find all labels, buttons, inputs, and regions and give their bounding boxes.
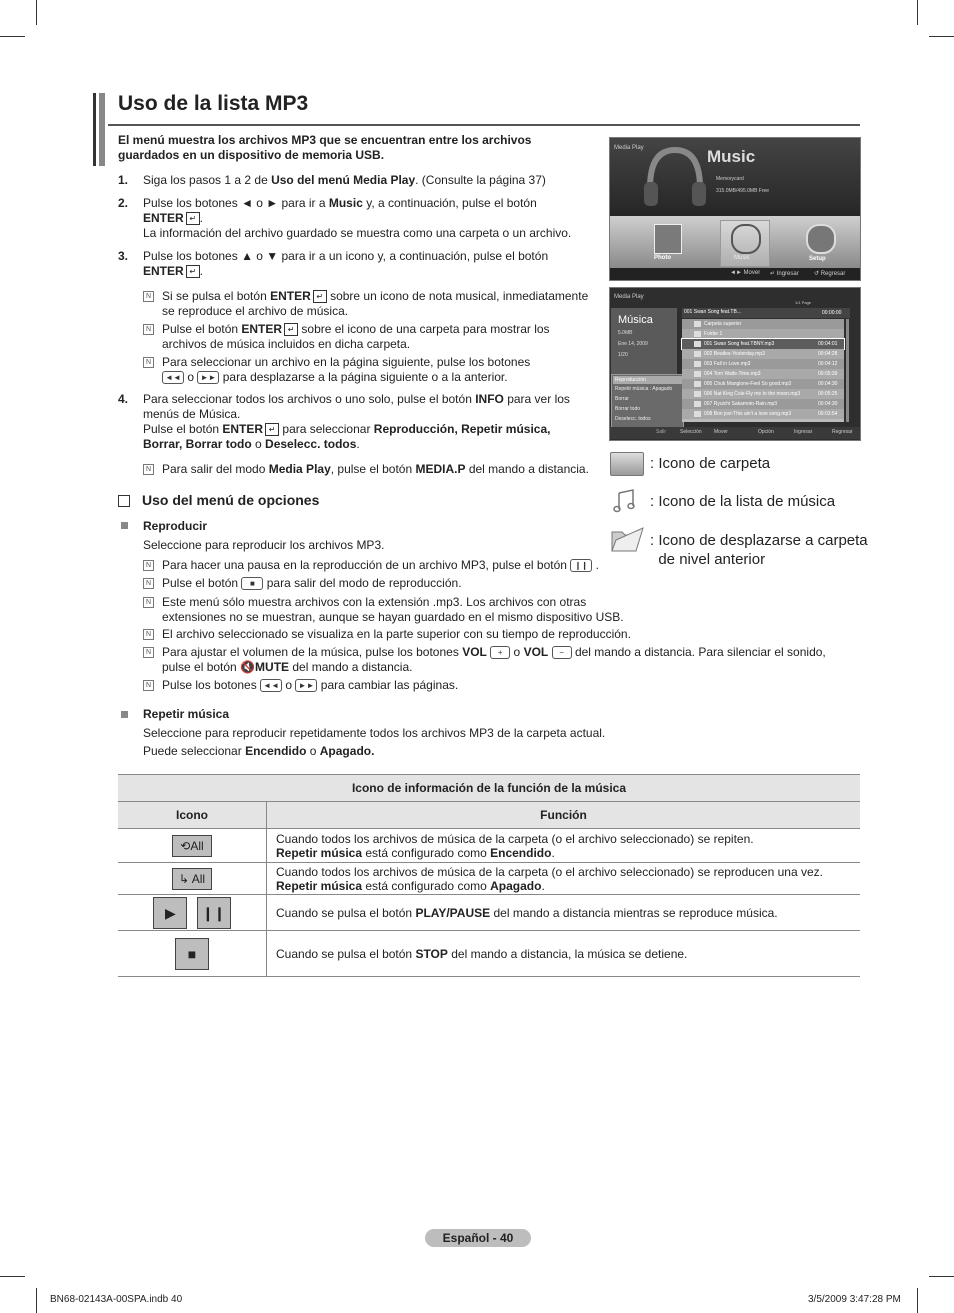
- vol-up-icon: +: [490, 646, 510, 659]
- table-caption-row: [118, 775, 860, 802]
- step-2-part: Pulse los botones ◄ o ► para ir a: [143, 196, 329, 210]
- note-part: Para ajustar el volumen de la música, pulse los botones: [162, 645, 459, 659]
- play-icon: ▶: [153, 897, 187, 929]
- step-2-part: y, a continuación, pulse el botón: [362, 196, 537, 210]
- folder-icon: [694, 331, 701, 337]
- file-size: 5.0MB: [618, 330, 633, 336]
- func-bold: Encendido: [490, 845, 552, 860]
- func-text: Cuando se pulsa el botón: [276, 905, 416, 920]
- repro-note-5: [162, 645, 862, 675]
- note-1: [162, 289, 607, 319]
- parent-folder-icon: [610, 526, 644, 554]
- file-row[interactable]: [682, 319, 844, 329]
- scrollbar[interactable]: [846, 319, 849, 422]
- screen-icon-label: Setup: [809, 256, 826, 262]
- rewind-button-icon: ◄◄: [162, 371, 184, 384]
- file-name: 001 Swan Song feat.TBNY.mp3: [704, 341, 775, 347]
- setup-icon: [806, 224, 836, 254]
- func-text: Cuando todos los archivos de música de la carpeta (o el archivo seleccionado) se reproducen una vez.: [276, 864, 823, 879]
- stop-button-icon: ■: [241, 577, 263, 590]
- note-part: Pulse el botón: [162, 322, 242, 336]
- icon-cell: [118, 863, 267, 895]
- func-bold: STOP: [415, 946, 448, 961]
- bar-label: Mover: [714, 429, 728, 435]
- file-row[interactable]: [682, 389, 844, 399]
- page-number: Español - 40: [425, 1229, 531, 1247]
- note-icon: N: [143, 578, 154, 589]
- func-text: .: [551, 845, 555, 860]
- step-4-part: Para seleccionar todos los archivos o uno solo, pulse el botón: [143, 392, 476, 406]
- note-part: Para hacer una pausa en la reproducción de un archivo MP3, pulse el botón: [162, 558, 567, 572]
- pause-button-icon: ❙❙: [570, 559, 592, 572]
- func-text: Cuando se pulsa el botón: [276, 946, 416, 961]
- music-note-icon: [694, 391, 701, 397]
- bottom-bar: [610, 427, 860, 439]
- step-4-bold: Reproducción, Repetir música,: [373, 422, 551, 436]
- step-4-text: [143, 392, 603, 452]
- reproducir-title: Reproducir: [143, 519, 208, 533]
- music-list-screenshot: [609, 287, 861, 441]
- music-icon-table: [118, 774, 860, 977]
- icon-cell: [118, 829, 267, 863]
- option-item-reproduccion: Reproducción: [613, 376, 682, 384]
- repro-note-4: El archivo seleccionado se visualiza en la parte superior con su tiempo de reproducción.: [162, 627, 631, 641]
- file-list-rows: [682, 319, 844, 419]
- func-text: está configurado como: [362, 878, 491, 893]
- note-icon: N: [143, 629, 154, 640]
- crop-mark: [917, 0, 918, 25]
- note-part: sobre el icono de una carpeta para mostrar los: [298, 322, 550, 336]
- step-4-bold: ENTER: [222, 422, 264, 436]
- note-part: extensiones no se muestran, aunque se hayan guardado en el mismo dispositivo USB.: [162, 610, 624, 624]
- step-3-text: Pulse los botones ▲ o ▼ para ir a un icono y, a continuación, pulse el botón ENTER ↵ .: [143, 249, 549, 278]
- section-title: Uso del menú de opciones: [142, 492, 320, 508]
- file-name: 008 Bon jovi-This ain't a love song.mp3: [704, 411, 792, 417]
- step-4-part: .: [356, 437, 360, 451]
- func-bold: PLAY/PAUSE: [415, 905, 491, 920]
- note-icon: N: [143, 560, 154, 571]
- note-part: para cambiar las páginas.: [320, 678, 459, 692]
- note-part: , pulse el botón: [330, 462, 416, 476]
- step-4-part: Pulse el botón: [143, 422, 223, 436]
- footer-date: 3/5/2009 3:47:28 PM: [808, 1294, 901, 1305]
- file-index: 1/20: [618, 352, 628, 358]
- vol-down-icon: −: [552, 646, 572, 659]
- file-name: 004 Tom Waits-Time.mp3: [704, 371, 761, 377]
- stop-icon: ■: [175, 938, 209, 970]
- file-name: 003 Fall in Love.mp3: [704, 361, 751, 367]
- func-cell: [267, 863, 861, 895]
- file-row[interactable]: [682, 379, 844, 389]
- file-duration: 00:05:39: [818, 371, 838, 377]
- step-1-bold: Uso del menú Media Play: [271, 173, 416, 187]
- category-title: Música: [618, 314, 653, 326]
- note-bold: Media Play: [268, 462, 331, 476]
- file-name: 002 Beatles-Yesterday.mp3: [704, 351, 765, 357]
- note-part: Para seleccionar un archivo en la página siguiente, pulse los botones: [162, 355, 531, 369]
- repro-note-6: [162, 678, 458, 693]
- title-bar: [93, 93, 96, 166]
- note-bold: ENTER: [241, 322, 283, 336]
- bar-label: Opción: [758, 429, 774, 435]
- table-row: [118, 895, 860, 931]
- photo-icon: [654, 224, 682, 254]
- rewind-button-icon: ◄◄: [260, 679, 282, 692]
- note-bold: MEDIA.P: [415, 462, 466, 476]
- note-icon: N: [143, 357, 154, 368]
- step-4-bold: Deselecc. todos: [265, 437, 357, 451]
- bar-label: Salir: [656, 429, 667, 435]
- note-icon: N: [143, 291, 154, 302]
- step-1-part: Siga los pasos 1 a 2 de: [143, 173, 272, 187]
- enter-icon: ↵: [313, 290, 327, 303]
- step-2-text: Pulse los botones ◄ o ► para ir a Music y, a continuación, pulse el botón ENTER ↵ . La información del archivo guardado se muestra como una carpeta o un archivo.: [143, 196, 572, 240]
- reproducir-desc: Seleccione para reproducir los archivos MP3.: [143, 538, 385, 552]
- repro-note-1: Para hacer una pausa en la reproducción de un archivo MP3, pulse el botón ❙❙ .: [162, 558, 599, 572]
- file-duration: 00:04:01: [818, 341, 838, 347]
- legend-parent-line: de nivel anterior: [658, 551, 766, 568]
- note-icon: N: [143, 324, 154, 335]
- crop-mark: [36, 1288, 37, 1313]
- col-icon-header: Icono: [118, 802, 267, 829]
- legend-folder-label: : Icono de carpeta: [650, 455, 771, 472]
- note-part: Este menú sólo muestra archivos con la extensión .mp3. Los archivos con otras: [162, 595, 587, 609]
- step-2-bold: Music: [328, 196, 363, 210]
- note-icon: N: [143, 464, 154, 475]
- screen-heading: Music: [707, 147, 756, 166]
- title-bar-accent: [99, 93, 105, 166]
- music-note-icon: [694, 381, 701, 387]
- repetir-part: Puede seleccionar: [143, 744, 246, 758]
- func-text: Cuando todos los archivos de música de la carpeta (o el archivo seleccionado) se repiten.: [276, 831, 754, 846]
- music-note-icon: [612, 488, 638, 514]
- icon-cell: [118, 931, 267, 977]
- screen-icon-label: Music: [734, 255, 750, 261]
- step-4-part: menús de Música.: [143, 407, 241, 421]
- func-bold: Apagado: [490, 878, 542, 893]
- note-step4: [162, 462, 622, 477]
- step-1-num: 1.: [118, 173, 129, 187]
- hint: ↺ Regresar: [814, 271, 846, 277]
- pause-icon: ❙❙: [197, 897, 231, 929]
- file-name: 007 Ryuichi Sakamoto-Rain.mp3: [704, 401, 778, 407]
- repro-note-3: [162, 595, 624, 625]
- mute-icon: 🔇: [240, 660, 256, 674]
- folder-icon: [694, 321, 701, 327]
- enter-label: ENTER: [143, 211, 184, 225]
- hint-label: Mover: [743, 270, 761, 276]
- note-part: se reproduce el archivo de música.: [162, 304, 349, 318]
- hint-label: Ingresar: [776, 271, 799, 277]
- col-func-header: Función: [267, 802, 861, 829]
- option-item-borrar: Borrar: [615, 396, 629, 402]
- bar-label: Regresar: [832, 429, 853, 435]
- func-cell: [267, 895, 861, 931]
- file-list: [682, 319, 844, 422]
- table-header-row: [118, 802, 860, 829]
- file-name: 006 Nat King Cole-Fly me to the moon.mp3: [704, 391, 801, 397]
- note-bold: ENTER: [270, 289, 311, 303]
- crop-mark: [917, 1288, 918, 1313]
- repetir-part: o: [306, 744, 320, 758]
- table-row: [118, 931, 860, 977]
- step-2-detail: La información del archivo guardado se muestra como una carpeta o un archivo.: [143, 226, 572, 240]
- hint: ↵ Ingresar: [770, 271, 799, 277]
- icon-text: All: [191, 871, 206, 886]
- crop-mark: [36, 0, 37, 25]
- footer-file: BN68-02143A-00SPA.indb 40: [50, 1294, 183, 1305]
- step-4-num: 4.: [118, 392, 129, 406]
- repetir-bold: Apagado.: [319, 744, 375, 758]
- forward-button-icon: ►►: [295, 679, 317, 692]
- note-part: Pulse el botón: [162, 576, 239, 590]
- func-cell: [267, 931, 861, 977]
- music-note-icon: [694, 371, 701, 377]
- file-duration: 00:04:12: [818, 361, 838, 367]
- brand-label: Media Play: [614, 145, 644, 151]
- page-indicator: 1/1 Page: [795, 300, 812, 305]
- music-note-icon: [694, 401, 701, 407]
- repetir-desc2: [143, 744, 374, 759]
- music-note-icon: [694, 411, 701, 417]
- file-row[interactable]: [682, 399, 844, 409]
- screen-icon-label: Photo: [654, 255, 671, 261]
- file-row[interactable]: [682, 409, 844, 419]
- file-date: Ene 14, 2009: [618, 341, 648, 347]
- func-bold: Repetir música: [276, 845, 363, 860]
- icon-cell: [118, 895, 267, 931]
- func-cell: [267, 829, 861, 863]
- step-4-part: o: [251, 437, 266, 451]
- func-text: del mando a distancia, la música se detiene.: [447, 946, 688, 961]
- crop-mark: [0, 1276, 25, 1277]
- file-row[interactable]: [682, 329, 844, 339]
- note-part: para salir del modo de reproducción.: [266, 576, 462, 590]
- note-part: del mando a distancia.: [465, 462, 589, 476]
- crop-mark: [929, 36, 954, 37]
- legend-parent-label: [650, 531, 868, 569]
- func-bold: Repetir música: [276, 878, 363, 893]
- music-menu-screenshot: [609, 137, 861, 281]
- step-4-bold: INFO: [475, 392, 504, 406]
- note-part: del mando a distancia. Para silenciar el sonido,: [574, 645, 826, 659]
- table-row: [118, 863, 860, 895]
- enter-icon: ↵: [186, 265, 200, 278]
- music-note-icon: [694, 361, 701, 367]
- file-duration: 00:04:30: [818, 381, 838, 387]
- note-part: Para salir del modo: [162, 462, 269, 476]
- hint: ◄► Mover: [730, 270, 761, 276]
- step-3-part: Pulse los botones ▲ o ▼ para ir a un icono y, a continuación, pulse el botón: [143, 249, 549, 263]
- enter-icon: ↵: [265, 423, 279, 436]
- music-icon: [731, 224, 761, 254]
- brand-label: Media Play: [614, 294, 644, 300]
- note-part: del mando a distancia.: [292, 660, 413, 674]
- file-row[interactable]: [682, 369, 844, 379]
- enter-icon: ↵: [284, 323, 298, 336]
- note-bold: MUTE: [255, 660, 290, 674]
- note-part: Si se pulsa el botón: [162, 289, 271, 303]
- enter-icon: ↵: [186, 212, 200, 225]
- note-part: pulse el botón: [162, 660, 237, 674]
- note-icon: N: [143, 680, 154, 691]
- step-4-part: para seleccionar: [279, 422, 374, 436]
- crop-mark: [929, 1276, 954, 1277]
- bar-label: Selección: [680, 429, 702, 435]
- file-duration: 00:03:54: [818, 411, 838, 417]
- func-text: .: [541, 878, 545, 893]
- device-space: 315.0MB/495.0MB Free: [716, 188, 770, 194]
- bullet-square-icon: [121, 711, 128, 718]
- music-note-icon: [694, 351, 701, 357]
- icon-text: All: [190, 838, 204, 853]
- bar-label: Ingresar: [794, 429, 813, 435]
- device-name: Memorycard: [716, 176, 744, 182]
- repeat-once-icon: ↳ All: [172, 868, 212, 890]
- note-part: Pulse los botones: [162, 678, 257, 692]
- repetir-desc: Seleccione para reproducir repetidamente todos los archivos MP3 de la carpeta actual.: [143, 726, 606, 740]
- step-2-num: 2.: [118, 196, 129, 210]
- repeat-all-icon: ⟲All: [172, 835, 212, 857]
- headphones-icon: [640, 144, 710, 210]
- file-duration: 00:04:30: [818, 401, 838, 407]
- folder-icon: [610, 452, 644, 476]
- hint-label: Regresar: [820, 271, 846, 277]
- file-row[interactable]: [682, 339, 844, 349]
- repetir-title: Repetir música: [143, 707, 230, 721]
- note-bold: VOL: [523, 645, 549, 659]
- step-4-part: para ver los: [503, 392, 570, 406]
- table-row: [118, 829, 860, 863]
- file-name: Carpeta superior: [704, 321, 742, 327]
- func-text: está configurado como: [362, 845, 491, 860]
- file-row[interactable]: [682, 349, 844, 359]
- table-caption: Icono de información de la función de la música: [118, 775, 860, 802]
- note-3: [162, 355, 607, 385]
- option-item-deselecc: Deselecc. todos: [615, 416, 651, 422]
- option-item-repetir: Repetir música : Apagado: [615, 386, 673, 392]
- step-3-num: 3.: [118, 249, 129, 263]
- legend-music-label: : Icono de la lista de música: [650, 493, 836, 510]
- crop-mark: [0, 36, 25, 37]
- file-row[interactable]: [682, 359, 844, 369]
- title-rule: [108, 124, 860, 126]
- step-1-text: [143, 173, 546, 188]
- repetir-bold: Encendido: [245, 744, 307, 758]
- music-note-icon: [694, 341, 701, 347]
- note-part: o: [513, 645, 521, 659]
- note-icon: N: [143, 597, 154, 608]
- nowplaying-title: 001 Swan Song feat.TB...: [684, 309, 741, 315]
- enter-label: ENTER: [143, 264, 184, 278]
- nowplaying-time: 00:00:00: [822, 310, 842, 316]
- note-part: archivos de música incluidos en dicha carpeta.: [162, 337, 411, 351]
- note-part: sobre un icono de nota musical, inmediatamente: [326, 289, 589, 303]
- note-part: o: [285, 678, 293, 692]
- note-icon: N: [143, 647, 154, 658]
- intro-text: El menú muestra los archivos MP3 que se encuentran entre los archivos guardados en un dispositivo de memoria USB.: [118, 133, 532, 162]
- page-title: Uso de la lista MP3: [118, 92, 309, 115]
- bullet-square-icon: [121, 522, 128, 529]
- note-part: o: [187, 370, 195, 384]
- note-part: para desplazarse a la página siguiente o a la anterior.: [222, 370, 508, 384]
- step-1-part: . (Consulte la página 37): [415, 173, 546, 187]
- file-name: 005 Chuk Mangione-Feel So good.mp3: [704, 381, 792, 387]
- file-name: Folder 1: [704, 331, 723, 337]
- note-2: [162, 322, 607, 352]
- legend-parent-line: : Icono de desplazarse a carpeta: [650, 532, 868, 549]
- option-item-borrar-todo: Borrar todo: [615, 406, 641, 412]
- file-duration: 00:05:25: [818, 391, 838, 397]
- forward-button-icon: ►►: [197, 371, 219, 384]
- func-text: del mando a distancia mientras se reproduce música.: [490, 905, 778, 920]
- file-duration: 00:04:28: [818, 351, 838, 357]
- note-bold: VOL: [462, 645, 487, 659]
- section-checkbox-icon: [118, 495, 130, 507]
- repro-note-2: [162, 576, 462, 591]
- step-4-bold: Borrar, Borrar todo: [143, 437, 252, 451]
